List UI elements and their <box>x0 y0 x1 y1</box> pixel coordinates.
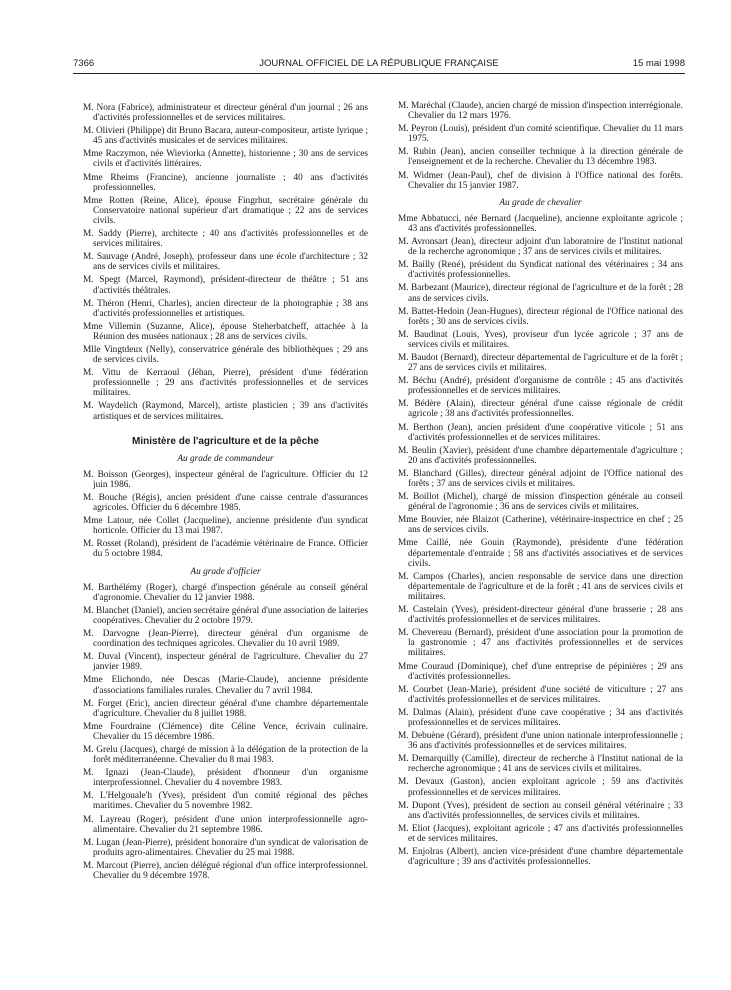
grade-heading-commandeur: Au grade de commandeur <box>177 453 274 464</box>
entry: M. Debuène (Gérard), président d'une union nationale interprofessionnelle ; 36 ans d'activités professionnelles et de services militaires. <box>398 731 683 752</box>
commandeur-entries <box>83 470 368 560</box>
entry: M. Eliot (Jacques), exploitant agricole ; 47 ans d'activités professionnelles et de services militaires. <box>398 823 683 844</box>
header-rule <box>73 73 685 74</box>
right-column <box>398 101 683 870</box>
entry: M. Barthélémy (Roger), chargé d'inspection générale au conseil général d'agronomie. Chevalier du 12 janvier 1988. <box>83 582 368 603</box>
entry: M. Bailly (René), président du Syndicat national des vétérinaires ; 34 ans d'activités professionnelles. <box>398 260 683 281</box>
entry: M. Devaux (Gaston), ancien exploitant agricole ; 59 ans d'activités professionnelles et de services militaires. <box>398 777 683 798</box>
entry: Mme Elichondo, née Descas (Marie-Claude), ancienne présidente d'associations familiales rurales. Chevalier du 7 avril 1984. <box>83 675 368 696</box>
entry: M. Sauvage (André, Joseph), professeur dans une école d'architecture ; 32 ans de services civils et militaires. <box>83 252 368 273</box>
grade-heading-officier: Au grade d'officier <box>190 566 261 577</box>
entry: M. Dalmas (Alain), président d'une cave coopérative ; 34 ans d'activités professionnelles et de services militaires. <box>398 707 683 728</box>
entry: M. Spegt (Marcel, Raymond), président-directeur de théâtre ; 51 ans d'activités théâtrales. <box>83 275 368 296</box>
entry: M. Beulin (Xavier), président d'une chambre départementale d'agriculture ; 20 ans d'activités professionnelles. <box>398 445 683 466</box>
entry: M. Castelain (Yves), président-directeur général d'une brasserie ; 28 ans d'activités professionnelles et de services militaires. <box>398 605 683 626</box>
entry: M. Battet-Hedoin (Jean-Hugues), directeur régional de l'Office national des forêts ; 30 ans de services civils. <box>398 306 683 327</box>
chevalier-entries <box>398 214 683 867</box>
entry: M. Dupont (Yves), président de section au conseil général vétérinaire ; 33 ans d'activités professionnelles, de services civils et militaires. <box>398 800 683 821</box>
entry: Mme Rotten (Reine, Alice), épouse Fingrhut, secrétaire générale du Conservatoire national supérieur d'art dramatique ; 22 ans de services civils. <box>83 195 368 226</box>
entry: M. L'Helgouale'h (Yves), président d'un comité régional des pêches maritimes. Chevalier du 5 novembre 1982. <box>83 791 368 812</box>
entry: M. Barbezant (Maurice), directeur régional de l'agriculture et de la forêt ; 28 ans de services civils. <box>398 283 683 304</box>
entry: M. Bédère (Alain), directeur général d'une caisse régionale de crédit agricole ; 38 ans d'activités professionnelles. <box>398 399 683 420</box>
journal-title: JOURNAL OFFICIEL DE LA RÉPUBLIQUE FRANÇAISE <box>259 58 499 69</box>
entry: M. Blanchet (Daniel), ancien secrétaire général d'une association de laiteries coopératives. Chevalier du 2 octobre 1979. <box>83 605 368 626</box>
entry: Mme Abbatucci, née Bernard (Jacqueline), ancienne exploitante agricole ; 43 ans d'activités professionnelles. <box>398 213 683 234</box>
entry: M. Baudot (Bernard), directeur départemental de l'agriculture et de la forêt ; 27 ans de services civils et militaires. <box>398 352 683 374</box>
entry: M. Widmer (Jean-Paul), chef de division à l'Office national des forêts. Chevalier du 15 janvier 1987. <box>398 170 683 191</box>
entry: Mme Rheims (Francine), ancienne journaliste ; 40 ans d'activités professionnelles. <box>83 172 368 193</box>
entry: M. Maréchal (Claude), ancien chargé de mission d'inspection interrégionale. Chevalier du 12 mars 1976. <box>398 101 683 122</box>
entry: M. Boillot (Michel), chargé de mission d'inspection générale au conseil général de l'agronomie ; 36 ans de services civils et militaires. <box>398 492 683 513</box>
entry: Mme Raczymon, née Wieviorka (Annette), historienne ; 30 ans de services civils et d'activités littéraires. <box>83 149 368 170</box>
entry: M. Rosset (Roland), président de l'académie vétérinaire de France. Officier du 5 octobre 1984. <box>83 539 368 560</box>
entry: M. Lugan (Jean-Pierre), président honoraire d'un syndicat de valorisation de produits agro-alimentaires. Chevalier du 25 mai 1988. <box>83 837 368 858</box>
entry: Mlle Vingtdeux (Nelly), conservatrice générale des bibliothèques ; 29 ans de services civils. <box>83 344 368 366</box>
entry: M. Vittu de Kerraoul (Jéhan, Pierre), président d'une fédération professionnelle ; 29 ans d'activités professionnelles et de services militaires. <box>83 368 368 399</box>
entry: M. Duval (Vincent), inspecteur général de l'agriculture. Chevalier du 27 janvier 1989. <box>83 652 368 673</box>
entry: M. Waydelich (Raymond, Marcel), artiste plasticien ; 39 ans d'activités artistiques et de services militaires. <box>83 401 368 422</box>
entry: M. Campos (Charles), ancien responsable de service dans une direction départementale de l'agriculture et de la forêt ; 41 ans de services civils et militaires. <box>398 571 683 602</box>
entry: Mme Fourdraine (Clémence) dite Céline Vence, écrivain culinaire. Chevalier du 15 décembre 1986. <box>83 721 368 742</box>
entry: M. Boisson (Georges), inspecteur général de l'agriculture. Officier du 12 juin 1986. <box>83 469 368 490</box>
entry: M. Marcout (Pierre), ancien délégué régional d'un office interprofessionnel. Chevalier du 9 décembre 1978. <box>83 860 368 881</box>
entry: Mme Latour, née Collet (Jacqueline), ancienne présidente d'un syndicat horticole. Officier du 13 mai 1987. <box>83 516 368 537</box>
right-top-entries <box>398 101 683 191</box>
entry: Mme Bouvier, née Blaizot (Catherine), vétérinaire-inspectrice en chef ; 25 ans de services civils. <box>398 515 683 536</box>
entry: M. Chevereau (Bernard), président d'une association pour la promotion de la gastronomie ; 47 ans d'activités professionnelles et de services militaires. <box>398 628 683 659</box>
entry: Mme Villemin (Suzanne, Alice), épouse Steherbatcheff, attachée à la Réunion des musées nationaux ; 28 ans de services civils. <box>83 321 368 342</box>
entry: M. Avronsart (Jean), directeur adjoint d'un laboratoire de l'Institut national de la recherche agronomique ; 37 ans de services civils et militaires. <box>398 237 683 258</box>
left-column <box>83 103 368 884</box>
entry: Mme Couraud (Dominique), chef d'une entreprise de pépinières ; 29 ans d'activités professionnelles. <box>398 661 683 682</box>
entry: M. Forget (Eric), ancien directeur général d'une chambre départementale d'agriculture. Chevalier du 8 juillet 1988. <box>83 698 368 719</box>
grade-heading-chevalier: Au grade de chevalier <box>499 197 582 208</box>
page-number: 7366 <box>73 58 95 69</box>
entry: Mme Caillé, née Gouin (Raymonde), présidente d'une fédération départementale d'entraide ; 58 ans d'activités associatives et de services civils. <box>398 538 683 569</box>
entry: M. Darvogne (Jean-Pierre), directeur général d'un organisme de coordination des techniques agricoles. Chevalier du 10 avril 1989. <box>83 629 368 650</box>
page-header <box>73 58 685 72</box>
officier-entries <box>83 583 368 881</box>
entry: M. Blanchard (Gilles), directeur général adjoint de l'Office national des forêts ; 37 ans de services civils et militaires. <box>398 468 683 489</box>
entry: M. Saddy (Pierre), architecte ; 40 ans d'activités professionnelles et de services militaires. <box>83 229 368 250</box>
entry: M. Baudinat (Louis, Yves), proviseur d'un lycée agricole ; 37 ans de services civils et militaires. <box>398 329 683 350</box>
entry: M. Enjolras (Albert), ancien vice-président d'une chambre départementale d'agriculture ; 39 ans d'activités professionnelles. <box>398 847 683 868</box>
entry: M. Peyron (Louis), président d'un comité scientifique. Chevalier du 11 mars 1975. <box>398 124 683 145</box>
entry: M. Nora (Fabrice), administrateur et directeur général d'un journal ; 26 ans d'activités professionnelles et de services militaires. <box>83 103 368 124</box>
entry: M. Béchu (André), président d'organisme de contrôle ; 45 ans d'activités professionnelles et de services militaires. <box>398 376 683 397</box>
left-top-entries <box>83 103 368 422</box>
issue-date: 15 mai 1998 <box>632 58 685 69</box>
entry: M. Ignazi (Jean-Claude), président d'honneur d'un organisme interprofessionnel. Chevalier du 4 novembre 1983. <box>83 768 368 789</box>
entry: M. Berthon (Jean), ancien président d'une coopérative viticole ; 51 ans d'activités professionnelles et de services militaires. <box>398 422 683 443</box>
entry: M. Courbet (Jean-Marie), président d'une société de viticulture ; 27 ans d'activités professionnelles et de services militaires. <box>398 684 683 705</box>
entry: M. Rubin (Jean), ancien conseiller technique à la direction générale de l'enseignement et de la recherche. Chevalier du 13 décembre 1983. <box>398 147 683 168</box>
entry: M. Grelu (Jacques), chargé de mission à la délégation de la protection de la forêt méditerranéenne. Chevalier du 8 mai 1983. <box>83 744 368 766</box>
entry: M. Bouche (Régis), ancien président d'une caisse centrale d'assurances agricoles. Officier du 6 décembre 1985. <box>83 493 368 514</box>
entry: M. Olivieri (Philippe) dit Bruno Bacara, auteur-compositeur, artiste lyrique ; 45 ans d'activités musicales et de services militaires. <box>83 126 368 147</box>
section-title: Ministère de l'agriculture et de la pêche <box>132 435 319 447</box>
entry: M. Demarquilly (Camille), directeur de recherche à l'Institut national de la recherche agronomique ; 41 ans de services civils et militaires. <box>398 754 683 775</box>
entry: M. Layreau (Roger), président d'une union interprofessionnelle agro-alimentaire. Chevalier du 21 septembre 1986. <box>83 814 368 835</box>
entry: M. Théron (Henri, Charles), ancien directeur de la photographie ; 38 ans d'activités professionnelles et artistiques. <box>83 298 368 319</box>
